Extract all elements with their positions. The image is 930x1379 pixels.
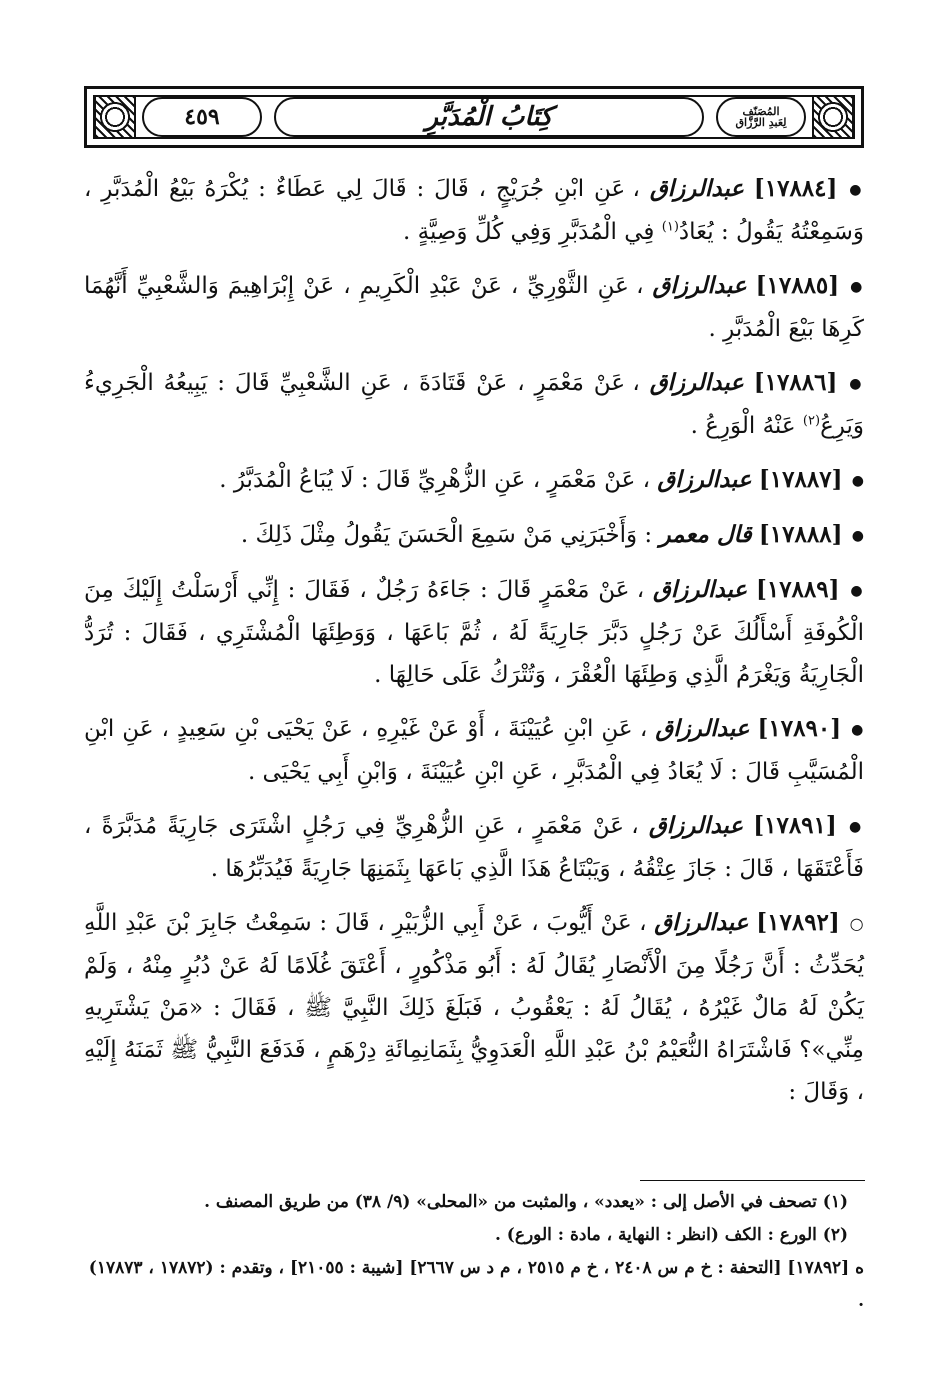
entry-17891: [84, 805, 864, 890]
entry-narrator: عبدالرزاق: [652, 272, 747, 299]
footnote-divider: [640, 1180, 865, 1181]
entry-17886: [84, 362, 864, 447]
entry-17887: [84, 459, 864, 502]
footnotes: [84, 1186, 864, 1318]
bullet-icon: ●: [849, 182, 865, 198]
ornament-right-icon: [812, 95, 854, 139]
bullet-icon: ●: [850, 279, 864, 295]
entry-number: [١٧٨٩١]: [753, 812, 837, 839]
bullet-icon: ●: [850, 583, 865, 599]
page-number-box: [142, 97, 262, 137]
entry-number: [١٧٨٨٩]: [755, 576, 840, 603]
entry-narrator: عبدالرزاق: [654, 909, 749, 936]
entry-narrator: عبدالرزاق: [652, 576, 748, 603]
entry-narrator: عبدالرزاق: [649, 175, 745, 202]
footnote-takhrij: ه [١٧٨٩٢] [التحفة : خ م س ٢٤٠٨ ، خ م ٢٥١٥ ، م د س ٢٦٦٧] [شيبة : ٢١٠٥٥] ، وتقدم : (١٧٨٧٢ ، ١٧٨٧٣) .: [88, 1258, 864, 1311]
entry-text: ، عَنِ ابْنِ عُيَيْنَةَ ، أَوْ عَنْ غَيْرِهِ ، عَنْ يَحْيَى بْنِ سَعِيدٍ ، عَنِ ابْنِ الْمُسَيَّبِ قَالَ : لَا يُعَادُ فِي الْمُدَبَّرِ ، عَنِ ابْنِ عُيَيْنَةَ ، وَابْنِ أَبِي يَحْيَى .: [84, 716, 864, 785]
bullet-icon: ●: [848, 819, 864, 835]
entry-text: : وَأَخْبَرَنِي مَنْ سَمِعَ الْحَسَنَ يَقُولُ مِثْلَ ذَلِكَ .: [240, 522, 653, 548]
entry-narrator: عبدالرزاق: [649, 369, 744, 396]
footnote-1: (١) تصحف في الأصل إلى : «يعدد» ، والمثبت من «المحلى» (٩/ ٣٨) من طريق المصنف .: [204, 1192, 848, 1212]
entry-17885: [84, 265, 864, 350]
entry-text: ، عَنِ ابْنِ جُرَيْجٍ ، قَالَ : قَالَ لِي عَطَاءٌ : يُكْرَهُ بَيْعُ الْمُدَبَّرِ ، وَسَمِعْتُهُ يَقُولُ : يُعَادُ: [84, 176, 864, 245]
entry-17884: [84, 168, 864, 253]
bullet-icon: ●: [849, 376, 865, 392]
hadith-entries: [84, 168, 864, 1125]
seal-line-2: لِعَبدِ الرَّزَّاق: [735, 116, 787, 129]
entry-number: [١٧٨٨٦]: [753, 369, 838, 396]
seal-line-1: المُصَنّف: [742, 105, 780, 118]
entry-number: [١٧٨٩٢]: [756, 909, 840, 936]
chapter-title-box: [274, 97, 704, 137]
footnote-2: (٢) الورع : الكف (انظر : النهاية ، مادة : الورع) .: [494, 1225, 848, 1245]
entry-number: [١٧٨٨٤]: [753, 175, 838, 202]
bullet-icon: ●: [851, 528, 864, 544]
entry-number: [١٧٨٨٥]: [755, 272, 840, 299]
entry-text: ، عَنْ مَعْمَرٍ قَالَ : جَاءَهُ رَجُلٌ ، فَقَالَ : إِنِّي أَرْسَلْتُ إِلَيْكَ مِنَ الْكُوفَةِ أَسْأَلُكَ عَنْ رَجُلٍ دَبَّرَ جَارِيَةً لَهُ ، ثُمَّ بَاعَهَا ، وَوَطِئَهَا الْمُشْتَرِي ، فَقَالَ : تُرَدُّ الْجَارِيَةُ وَيَغْرَمُ الَّذِي وَطِئَهَا الْعُقْرَ ، وَتُتْرَكُ عَلَى حَالِهَا .: [84, 577, 864, 688]
entry-narrator: عبدالرزاق: [655, 715, 750, 742]
entry-narrator: عبدالرزاق: [657, 466, 752, 493]
page-header: [84, 86, 864, 148]
entry-number: [١٧٨٨٧]: [758, 466, 843, 493]
entry-text-cont: عَنْهُ الْوَرِعُ .: [690, 413, 796, 439]
chapter-title: كِتَابُ الْمُدَبَّرِ: [425, 102, 553, 132]
entry-text: ، عَنْ مَعْمَرٍ ، عَنِ الزُّهْرِيِّ فِي رَجُلٍ اشْتَرَى جَارِيَةً مُدَبَّرَةً ، فَأَعْتَقَهَا ، قَالَ : جَازَ عِتْقُهُ ، وَيَبْتَاعُ هَذَا الَّذِي بَاعَهَا بِثَمَنِهَا جَارِيَةً فَيُدَبِّرُهَا .: [84, 813, 864, 882]
entry-text: ، عَنْ مَعْمَرٍ ، عَنِ الزُّهْرِيِّ قَالَ : لَا يُبَاعُ الْمُدَبَّرُ .: [219, 467, 651, 493]
entry-text: ، عَنْ أَيُّوبَ ، عَنْ أَبِي الزُّبَيْرِ ، قَالَ : سَمِعْتُ جَابِرَ بْنَ عَبْدِ اللَّهِ يُحَدِّثُ : أَنَّ رَجُلًا مِنَ الْأَنْصَارِ يُقَالُ لَهُ : أَبُو مَذْكُورٍ ، أَعْتَقَ غُلَامًا لَهُ عَنْ دُبُرٍ مِنْهُ ، وَلَمْ يَكُنْ لَهُ مَالٌ غَيْرُهُ ، يُقَالُ لَهُ : يَعْقُوبُ ، فَبَلَغَ ذَلِكَ النَّبِيَّ ﷺ ، فَقَالَ : «مَنْ يَشْتَرِيهِ مِنِّي»؟ فَاشْتَرَاهُ النُّعَيْمُ بْنُ عَبْدِ اللَّهِ الْعَدَوِيُّ بِثَمَانِمِائَةِ دِرْهَمٍ ، فَدَفَعَ النَّبِيُّ ﷺ ثَمَنَهُ إِلَيْهِ ، وَقَالَ :: [84, 910, 864, 1105]
entry-narrator: قال معمر: [659, 521, 752, 548]
footnote-ref-2[interactable]: (٢): [802, 413, 821, 429]
book-seal: [716, 97, 806, 137]
entry-17890: [84, 708, 864, 793]
page-number: ٤٥٩: [184, 104, 220, 130]
entry-17889: [84, 569, 864, 696]
entry-text: ، عَنِ الثَّوْرِيِّ ، عَنْ عَبْدِ الْكَرِيمِ ، عَنْ إِبْرَاهِيمَ وَالشَّعْبِيِّ أَنَّهُمَا كَرِهَا بَيْعَ الْمُدَبَّرِ .: [84, 273, 864, 342]
bullet-icon: ●: [851, 473, 864, 489]
hollow-bullet-icon: ○: [849, 914, 865, 933]
footnote-ref-1[interactable]: (١): [661, 219, 679, 235]
entry-17888: [84, 514, 864, 557]
entry-text: ، عَنْ مَعْمَرٍ ، عَنْ قَتَادَةَ ، عَنِ الشَّعْبِيِّ قَالَ : يَبِيعُهُ الْجَرِيءُ وَيَرِعُ: [84, 370, 864, 439]
ornament-left-icon: [94, 95, 136, 139]
entry-number: [١٧٨٨٨]: [758, 521, 843, 548]
entry-17892: [84, 902, 864, 1113]
bullet-icon: ●: [851, 722, 865, 738]
entry-text-cont: فِي الْمُدَبَّرِ وَفِي كُلِّ وَصِيَّةٍ .: [402, 219, 655, 245]
entry-narrator: عبدالرزاق: [648, 812, 744, 839]
entry-number: [١٧٨٩٠]: [757, 715, 842, 742]
